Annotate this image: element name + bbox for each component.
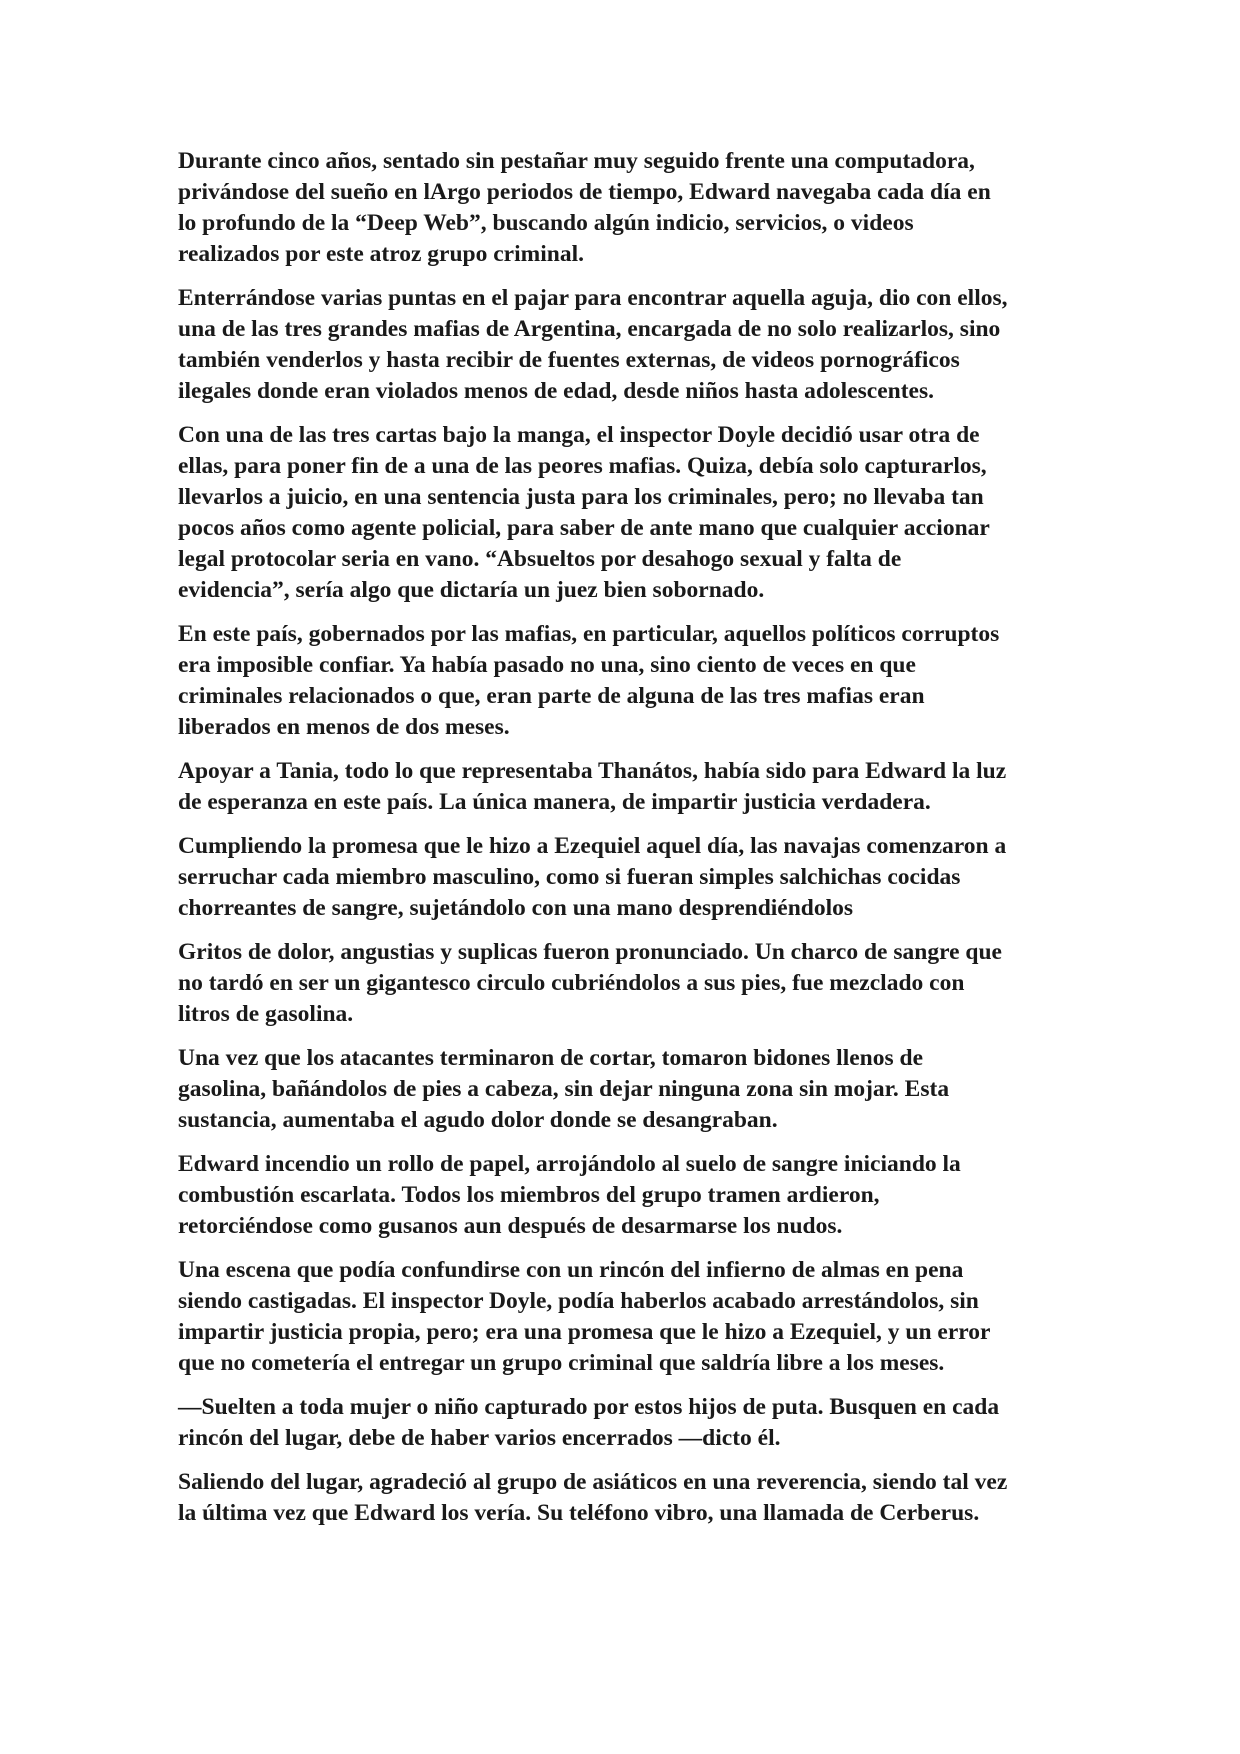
paragraph: —Suelten a toda mujer o niño capturado por estos hijos de puta. Busquen en cada rincón del lugar, debe de haber varios encerrados —dicto él. — [178, 1394, 1000, 1451]
paragraph: Edward incendio un rollo de papel, arrojándolo al suelo de sangre iniciando la combustión escarlata. Todos los miembros del grupo tramen ardieron, retorciéndose como gusanos aun después de desarmarse los nudos. — [178, 1151, 961, 1239]
body-text — [178, 146, 1078, 1542]
paragraph: Cumpliendo la promesa que le hizo a Ezequiel aquel día, las navajas comenzaron a serruchar cada miembro masculino, como si fueran simples salchichas cocidas chorreantes de sangre, sujetándolo con una mano desprendiéndolos — [178, 833, 1007, 921]
paragraph: En este país, gobernados por las mafias, en particular, aquellos políticos corruptos era imposible confiar. Ya había pasado no una, sino ciento de veces en que criminales relacionados o que, eran parte de alguna de las tres mafias eran liberados en menos de dos meses. — [178, 621, 1000, 740]
paragraph: Una escena que podía confundirse con un rincón del infierno de almas en pena siendo castigadas. El inspector Doyle, podía haberlos acabado arrestándolos, sin impartir justicia propia, pero; era una promesa que le hizo a Ezequiel, y un error que no cometería el entregar un grupo criminal que saldría libre a los meses. — [178, 1257, 991, 1376]
paragraph: Saliendo del lugar, agradeció al grupo de asiáticos en una reverencia, siendo tal vez la última vez que Edward los vería. Su teléfono vibro, una llamada de Cerberus. — [178, 1469, 1008, 1526]
paragraph: Enterrándose varias puntas en el pajar para encontrar aquella aguja, dio con ellos, una de las tres grandes mafias de Argentina, encargada de no solo realizarlos, sino también venderlos y hasta recibir de fuentes externas, de videos pornográficos ilegales donde eran violados menos de edad, desde niños hasta adolescentes. — [178, 285, 1008, 404]
paragraph: Apoyar a Tania, todo lo que representaba Thanátos, había sido para Edward la luz de esperanza en este país. La única manera, de impartir justicia verdadera. — [178, 758, 1007, 815]
paragraph: Gritos de dolor, angustias y suplicas fueron pronunciado. Un charco de sangre que no tardó en ser un gigantesco circulo cubriéndolos a sus pies, fue mezclado con litros de gasolina. — [178, 939, 1002, 1027]
paragraph: Una vez que los atacantes terminaron de cortar, tomaron bidones llenos de gasolina, bañándolos de pies a cabeza, sin dejar ninguna zona sin mojar. Esta sustancia, aumentaba el agudo dolor donde se desangraban. — [178, 1045, 950, 1133]
paragraph: Durante cinco años, sentado sin pestañar muy seguido frente una computadora, privándose del sueño en lArgo periodos de tiempo, Edward navegaba cada día en lo profundo de la “Deep Web”, buscando algún indicio, servicios, o videos realizados por este atroz grupo criminal. — [178, 148, 991, 267]
paragraph: Con una de las tres cartas bajo la manga, el inspector Doyle decidió usar otra de ellas, para poner fin de a una de las peores mafias. Quiza, debía solo capturarlos, llevarlos a juicio, en una sentencia justa para los criminales, pero; no llevaba tan pocos años como agente policial, para saber de ante mano que cualquier accionar legal protocolar seria en vano. “Absueltos por desahogo sexual y falta de evidencia”, sería algo que dictaría un juez bien sobornado. — [178, 422, 990, 603]
